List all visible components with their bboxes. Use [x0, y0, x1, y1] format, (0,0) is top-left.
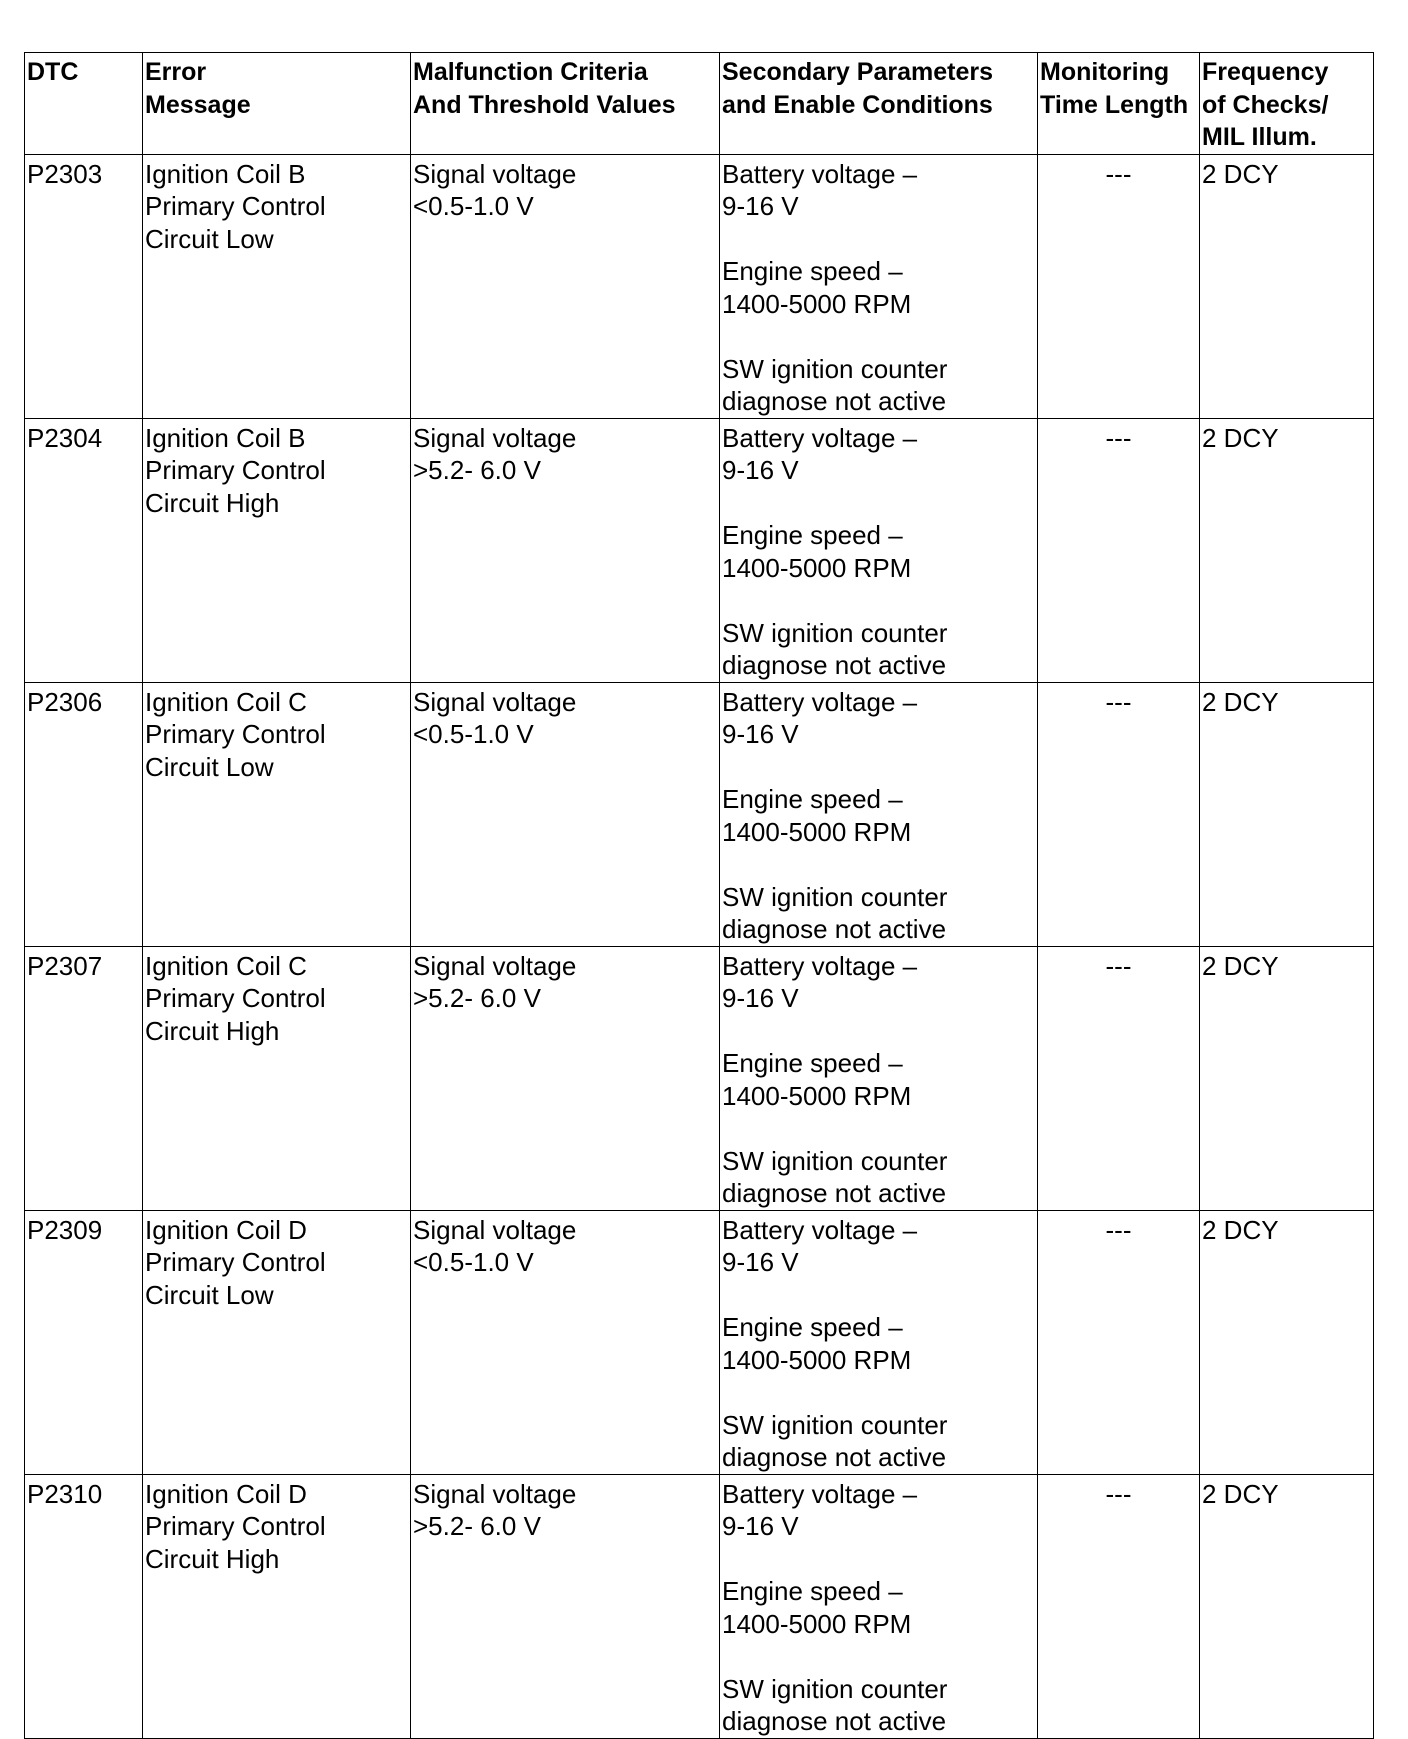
condition-line: Battery voltage – [722, 686, 918, 717]
error-line: Primary Control [145, 1247, 326, 1277]
header-line: Frequency [1202, 58, 1329, 86]
spacer [722, 1640, 1035, 1673]
criteria-line: Signal voltage [413, 686, 577, 717]
header-line: Time Length [1040, 90, 1189, 119]
condition-line: Battery voltage – [722, 422, 918, 453]
dtc-code [25, 682, 143, 946]
error-message [143, 418, 411, 682]
error-line: Ignition Coil D [145, 1478, 307, 1509]
condition-line: diagnose not active [722, 1442, 947, 1472]
dtc-code [25, 154, 143, 418]
condition-line: Engine speed – [722, 1576, 903, 1606]
dtc-code [25, 418, 143, 682]
header-row [25, 53, 1374, 155]
condition-line: Engine speed – [722, 784, 903, 814]
condition-line: Engine speed – [722, 1312, 903, 1342]
enable-conditions [720, 682, 1038, 946]
malfunction-criteria [411, 154, 720, 418]
error-line: Primary Control [145, 719, 326, 749]
condition-line: SW ignition counter [722, 353, 948, 384]
frequency-text: 2 DCY [1202, 686, 1279, 717]
error-line: Circuit High [145, 487, 280, 518]
condition-line: Engine speed – [722, 1048, 903, 1078]
table-row [25, 682, 1374, 946]
condition-line: SW ignition counter [722, 1145, 948, 1176]
condition-line: 1400-5000 RPM [722, 1344, 912, 1375]
table-row [25, 1210, 1374, 1474]
error-line: Primary Control [145, 191, 326, 221]
spacer [722, 1015, 1035, 1048]
header-line: Monitoring [1040, 58, 1170, 86]
criteria-line: <0.5-1.0 V [413, 1247, 534, 1277]
header-frequency [1200, 53, 1374, 155]
frequency [1200, 1210, 1374, 1474]
condition-line: diagnose not active [722, 650, 947, 680]
malfunction-criteria [411, 946, 720, 1210]
spacer [722, 1112, 1035, 1145]
condition-line: 9-16 V [722, 1511, 799, 1541]
condition-line: Battery voltage – [722, 1478, 918, 1509]
error-line: Ignition Coil C [145, 686, 307, 717]
condition-line: diagnose not active [722, 1706, 947, 1736]
header-dtc [25, 53, 143, 155]
header-line: MIL Illum. [1202, 123, 1317, 151]
criteria-line: >5.2- 6.0 V [413, 455, 541, 485]
error-line: Primary Control [145, 455, 326, 485]
criteria-line: Signal voltage [413, 1214, 577, 1245]
condition-line: 9-16 V [722, 719, 799, 749]
frequency-text: 2 DCY [1202, 1478, 1279, 1509]
monitoring-time-text: --- [1105, 158, 1132, 189]
condition-line: 1400-5000 RPM [722, 1080, 912, 1111]
error-line: Ignition Coil B [145, 158, 306, 189]
spacer [722, 1543, 1035, 1576]
condition-line: 1400-5000 RPM [722, 1608, 912, 1639]
error-message [143, 154, 411, 418]
dtc-table [24, 52, 1374, 1739]
monitoring-time [1038, 946, 1200, 1210]
table-row [25, 418, 1374, 682]
table-row [25, 1474, 1374, 1738]
malfunction-criteria [411, 682, 720, 946]
condition-line: diagnose not active [722, 914, 947, 944]
condition-line: Engine speed – [722, 256, 903, 286]
dtc-code-text: P2304 [27, 422, 103, 453]
table-row [25, 154, 1374, 418]
header-line: Secondary Parameters [722, 58, 993, 86]
header-line: Message [145, 90, 251, 119]
table-body [25, 154, 1374, 1738]
monitoring-time [1038, 682, 1200, 946]
header-line: Error [145, 58, 207, 86]
enable-conditions [720, 154, 1038, 418]
header-line: DTC [27, 58, 79, 86]
table-row [25, 946, 1374, 1210]
malfunction-criteria [411, 1210, 720, 1474]
dtc-code-text: P2310 [27, 1478, 103, 1509]
criteria-line: Signal voltage [413, 422, 577, 453]
monitoring-time [1038, 1210, 1200, 1474]
dtc-code [25, 1474, 143, 1738]
enable-conditions [720, 946, 1038, 1210]
criteria-line: Signal voltage [413, 950, 577, 981]
dtc-code [25, 946, 143, 1210]
spacer [722, 848, 1035, 881]
criteria-line: >5.2- 6.0 V [413, 983, 541, 1013]
header-line: and Enable Conditions [722, 90, 993, 119]
frequency [1200, 154, 1374, 418]
header-secondary-parameters [720, 53, 1038, 155]
error-message [143, 946, 411, 1210]
dtc-code-text: P2307 [27, 950, 103, 981]
monitoring-time-text: --- [1105, 950, 1132, 981]
dtc-code [25, 1210, 143, 1474]
spacer [722, 751, 1035, 784]
header-line: of Checks/ [1202, 90, 1329, 119]
condition-line: Battery voltage – [722, 950, 918, 981]
condition-line: SW ignition counter [722, 881, 948, 912]
dtc-code-text: P2303 [27, 158, 103, 189]
criteria-line: Signal voltage [413, 1478, 577, 1509]
condition-line: SW ignition counter [722, 1673, 948, 1704]
condition-line: 1400-5000 RPM [722, 816, 912, 847]
header-monitoring-time [1038, 53, 1200, 155]
monitoring-time [1038, 1474, 1200, 1738]
dtc-code-text: P2306 [27, 686, 103, 717]
condition-line: 9-16 V [722, 455, 799, 485]
error-line: Circuit High [145, 1543, 280, 1574]
criteria-line: <0.5-1.0 V [413, 719, 534, 749]
error-message [143, 1474, 411, 1738]
criteria-line: <0.5-1.0 V [413, 191, 534, 221]
condition-line: 1400-5000 RPM [722, 288, 912, 319]
error-line: Circuit Low [145, 223, 274, 254]
condition-line: diagnose not active [722, 1178, 947, 1208]
monitoring-time-text: --- [1105, 422, 1132, 453]
spacer [722, 1279, 1035, 1312]
condition-line: 9-16 V [722, 1247, 799, 1277]
monitoring-time-text: --- [1105, 1214, 1132, 1245]
error-line: Ignition Coil B [145, 422, 306, 453]
dtc-code-text: P2309 [27, 1214, 103, 1245]
error-line: Circuit Low [145, 751, 274, 782]
frequency [1200, 946, 1374, 1210]
header-line: Malfunction Criteria [413, 58, 648, 86]
frequency [1200, 418, 1374, 682]
frequency [1200, 1474, 1374, 1738]
condition-line: SW ignition counter [722, 1409, 948, 1440]
monitoring-time-text: --- [1105, 1478, 1132, 1509]
condition-line: Battery voltage – [722, 158, 918, 189]
condition-line: Engine speed – [722, 520, 903, 550]
spacer [722, 487, 1035, 520]
frequency [1200, 682, 1374, 946]
error-message [143, 682, 411, 946]
frequency-text: 2 DCY [1202, 1214, 1279, 1245]
frequency-text: 2 DCY [1202, 422, 1279, 453]
error-line: Circuit High [145, 1015, 280, 1046]
enable-conditions [720, 1210, 1038, 1474]
error-line: Ignition Coil D [145, 1214, 307, 1245]
monitoring-time [1038, 154, 1200, 418]
error-line: Circuit Low [145, 1279, 274, 1310]
error-line: Primary Control [145, 1511, 326, 1541]
condition-line: 9-16 V [722, 191, 799, 221]
condition-line: 1400-5000 RPM [722, 552, 912, 583]
condition-line: 9-16 V [722, 983, 799, 1013]
spacer [722, 320, 1035, 353]
spacer [722, 1376, 1035, 1409]
header-line: And Threshold Values [413, 90, 676, 119]
criteria-line: >5.2- 6.0 V [413, 1511, 541, 1541]
monitoring-time-text: --- [1105, 686, 1132, 717]
error-message [143, 1210, 411, 1474]
error-line: Primary Control [145, 983, 326, 1013]
condition-line: diagnose not active [722, 386, 947, 416]
condition-line: SW ignition counter [722, 617, 948, 648]
malfunction-criteria [411, 418, 720, 682]
error-line: Ignition Coil C [145, 950, 307, 981]
malfunction-criteria [411, 1474, 720, 1738]
header-error-message [143, 53, 411, 155]
spacer [722, 223, 1035, 256]
header-malfunction-criteria [411, 53, 720, 155]
spacer [722, 584, 1035, 617]
criteria-line: Signal voltage [413, 158, 577, 189]
condition-line: Battery voltage – [722, 1214, 918, 1245]
enable-conditions [720, 418, 1038, 682]
frequency-text: 2 DCY [1202, 158, 1279, 189]
enable-conditions [720, 1474, 1038, 1738]
frequency-text: 2 DCY [1202, 950, 1279, 981]
monitoring-time [1038, 418, 1200, 682]
